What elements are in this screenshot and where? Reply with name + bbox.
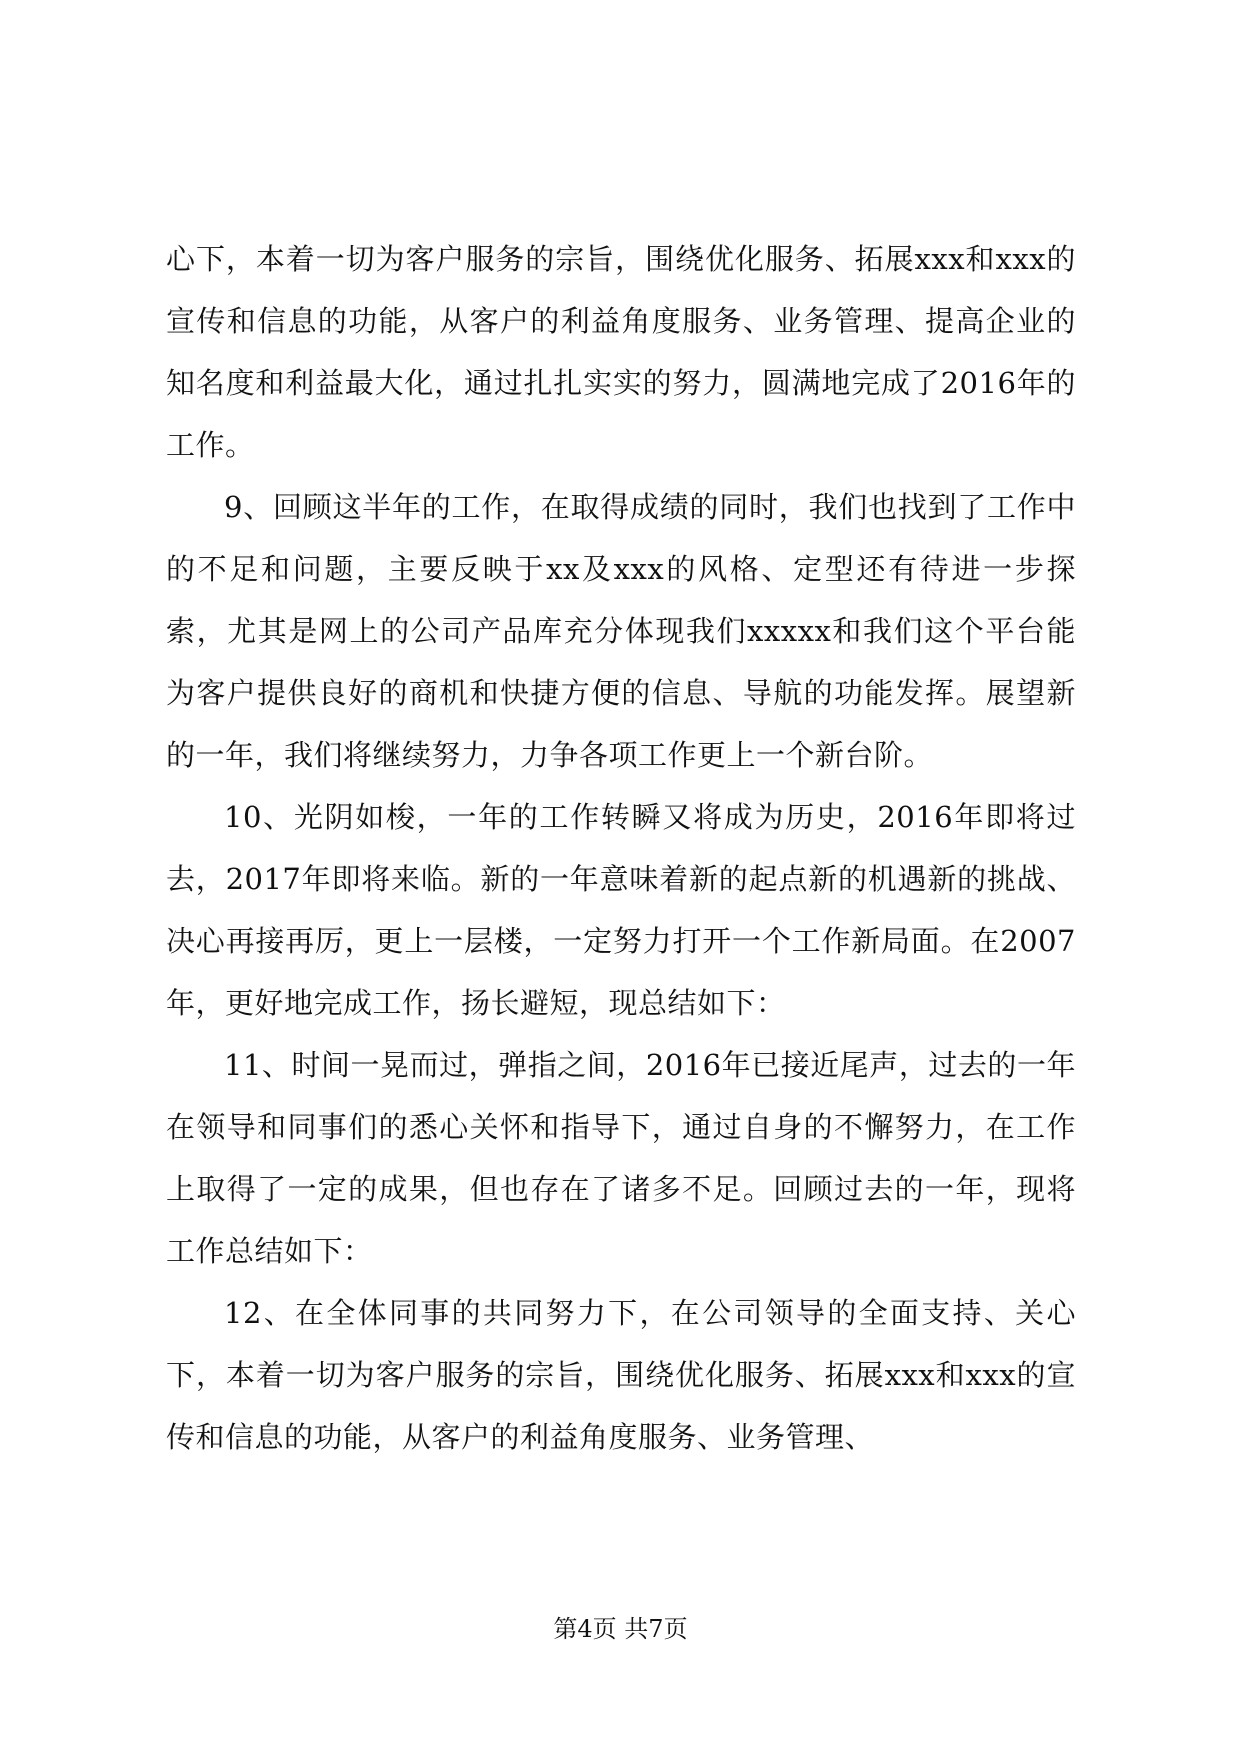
- paragraph-continuation: 心下，本着一切为客户服务的宗旨，围绕优化服务、拓展xxx和xxx的宣传和信息的功能，从客户的利益角度服务、业务管理、提高企业的知名度和利益最大化，通过扎扎实实的努力，圆满地完成了2016年的工作。: [166, 242, 1076, 462]
- paragraph-9: 9、回顾这半年的工作，在取得成绩的同时，我们也找到了工作中的不足和问题，主要反映于xx及xxx的风格、定型还有待进一步探索，尤其是网上的公司产品库充分体现我们xxxxx和我们这个平台能为客户提供良好的商机和快捷方便的信息、导航的功能发挥。展望新的一年，我们将继续努力，力争各项工作更上一个新台阶。: [166, 490, 1076, 772]
- page-footer: 第4页 共7页: [553, 1615, 688, 1643]
- paragraph-11: 11、时间一晃而过，弹指之间，2016年已接近尾声，过去的一年在领导和同事们的悉心关怀和指导下，通过自身的不懈努力，在工作上取得了一定的成果，但也存在了诸多不足。回顾过去的一年，现将工作总结如下：: [166, 1048, 1076, 1268]
- document-body: [166, 228, 1076, 1468]
- paragraph-10: 10、光阴如梭，一年的工作转瞬又将成为历史，2016年即将过去，2017年即将来临。新的一年意味着新的起点新的机遇新的挑战、决心再接再厉，更上一层楼，一定努力打开一个工作新局面。在2007年，更好地完成工作，扬长避短，现总结如下：: [166, 800, 1076, 1020]
- paragraph-12: 12、在全体同事的共同努力下，在公司领导的全面支持、关心下，本着一切为客户服务的宗旨，围绕优化服务、拓展xxx和xxx的宣传和信息的功能，从客户的利益角度服务、业务管理、: [166, 1296, 1076, 1454]
